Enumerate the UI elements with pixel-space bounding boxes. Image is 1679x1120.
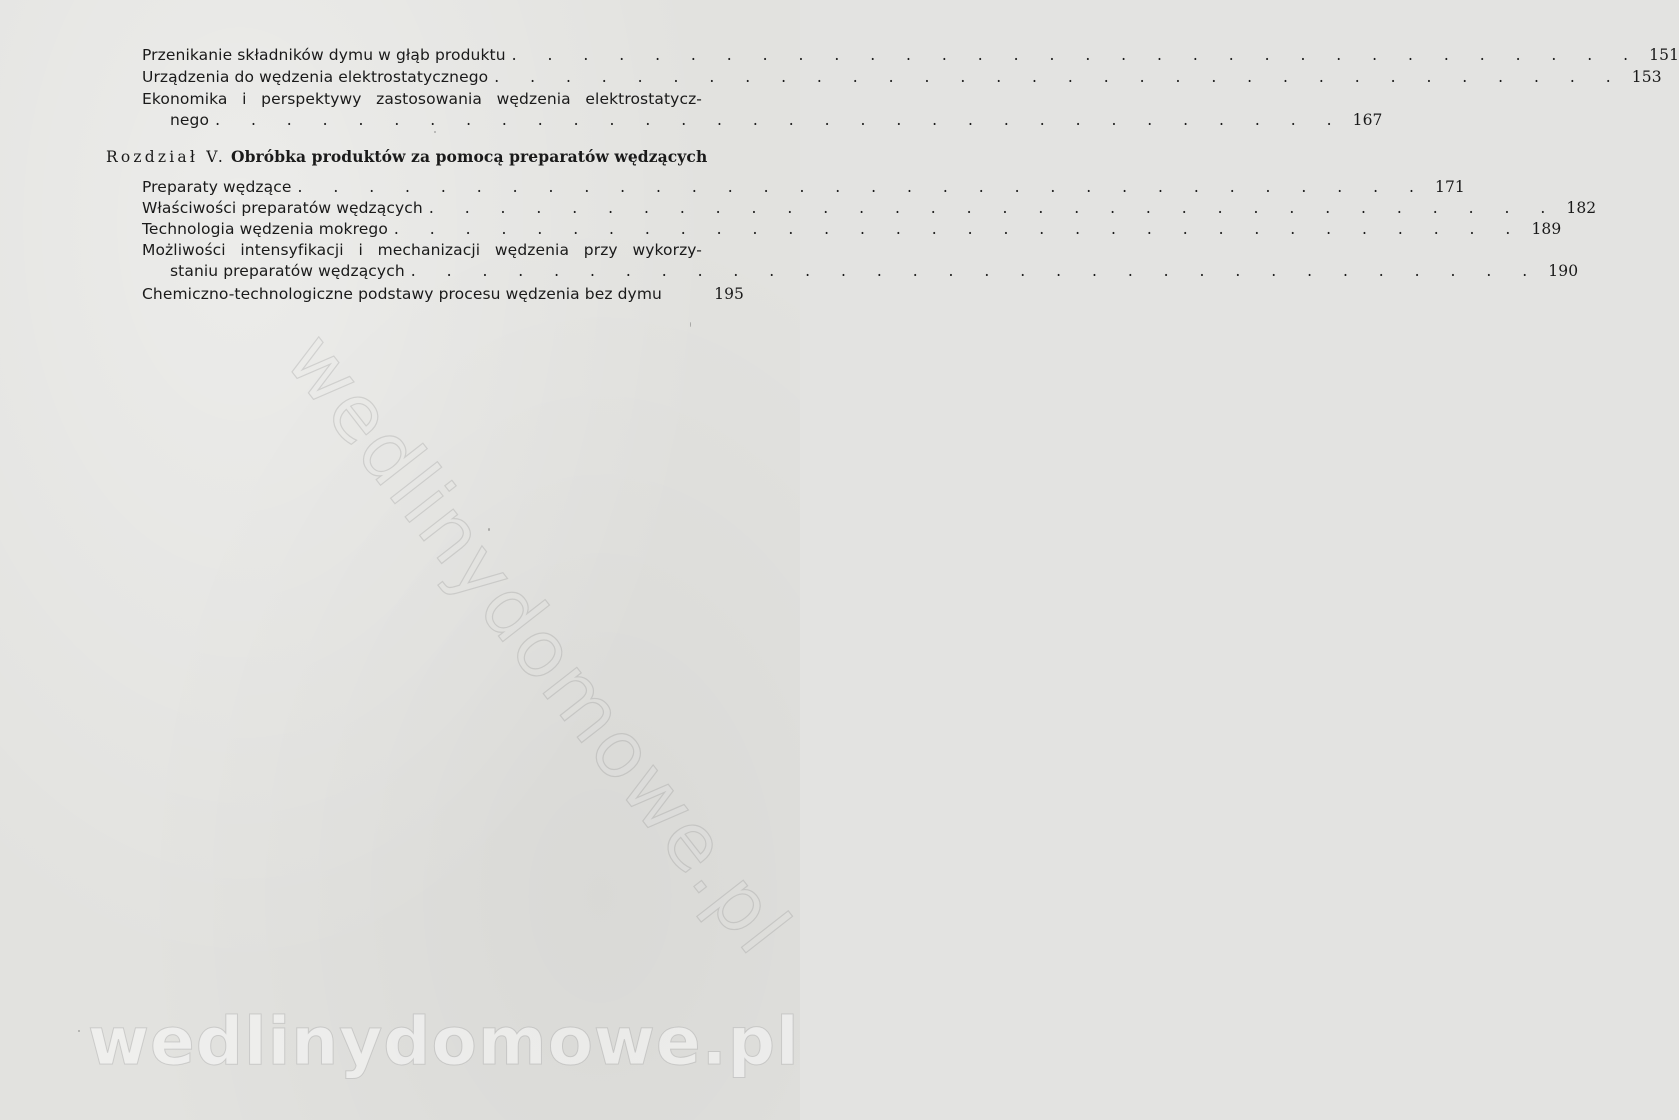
toc-entry[interactable] bbox=[142, 284, 744, 305]
toc-entry[interactable] bbox=[142, 177, 1465, 198]
toc-entry-title-line1: Ekonomika i perspektywy zastosowania wędzenia elektrostatycz- bbox=[142, 90, 702, 108]
toc-entry[interactable] bbox=[142, 45, 1679, 66]
toc-entry-title: Urządzenia do wędzenia elektrostatycznego bbox=[142, 68, 489, 86]
chapter-heading[interactable] bbox=[106, 147, 707, 166]
toc-entry-title-line2: staniu preparatów wędzących bbox=[170, 262, 405, 280]
toc-entry[interactable] bbox=[142, 198, 1597, 219]
toc-leader: . . . . . . . . . . . . . . . . . . . . . . . . . . . . . . . . bbox=[393, 220, 1524, 238]
chapter-title: Obróbka produktów za pomocą preparatów wędzących bbox=[230, 147, 708, 166]
scan-speck bbox=[488, 528, 490, 531]
toc-page-number: 171 bbox=[1435, 178, 1465, 196]
chapter-label: Rozdział V. bbox=[106, 148, 227, 166]
toc-leader: . . . . . . . . . . . . . . . . . . . . . . . . . . . . . . . . bbox=[297, 178, 1427, 196]
toc-leader: . . . . . . . . . . . . . . . . . . . . . . . . . . . . . . . . bbox=[215, 111, 1345, 129]
toc-entry-title: Preparaty wędzące bbox=[142, 178, 292, 196]
toc-entry[interactable] bbox=[142, 89, 1383, 131]
watermark-bottom: wedlinydomowe.pl bbox=[88, 1003, 800, 1080]
toc-leader: . . . . . . . . . . . . . . . . . . . . . . . . . . . . . . . . bbox=[428, 199, 1559, 217]
toc-entry-title: Chemiczno-technologiczne podstawy procesu wędzenia bez dymu bbox=[142, 285, 662, 303]
toc-leader: . . . . . . . . . . . . . . . . . . . . . . . . . . . . . . . . bbox=[511, 46, 1642, 64]
toc-page-number: 167 bbox=[1352, 111, 1383, 129]
toc-page-number: 195 bbox=[714, 285, 744, 303]
toc-entry-title: Przenikanie składników dymu w głąb produktu bbox=[142, 46, 506, 64]
toc-page-number: 151 bbox=[1649, 46, 1679, 64]
watermark-diagonal: wedlinydomowe.pl bbox=[268, 316, 808, 972]
scan-speck bbox=[434, 131, 436, 133]
toc-page-number: 182 bbox=[1566, 199, 1597, 217]
toc-entry-title-line1: Możliwości intensyfikacji i mechanizacji wędzenia przy wykorzy- bbox=[142, 241, 702, 259]
scan-speck bbox=[690, 322, 691, 327]
scan-speck bbox=[78, 1030, 80, 1032]
toc-entry-title-line2: nego bbox=[170, 111, 210, 129]
toc-leader: . . . . . . . . . . . . . . . . . . . . . . . . . . . . . . . . bbox=[494, 68, 1624, 86]
toc-entry[interactable] bbox=[142, 219, 1562, 240]
toc-entry[interactable] bbox=[142, 67, 1662, 88]
toc-entry-title: Właściwości preparatów wędzących bbox=[142, 199, 423, 217]
toc-page-number: 190 bbox=[1548, 262, 1579, 280]
toc-page-number: 153 bbox=[1631, 68, 1662, 86]
toc-page-number: 189 bbox=[1531, 220, 1562, 238]
toc-entry[interactable] bbox=[142, 240, 1579, 282]
toc-leader: . . . . . . . . . . . . . . . . . . . . . . . . . . . . . . . . bbox=[410, 262, 1541, 280]
toc-entry-title: Technologia wędzenia mokrego bbox=[142, 220, 388, 238]
